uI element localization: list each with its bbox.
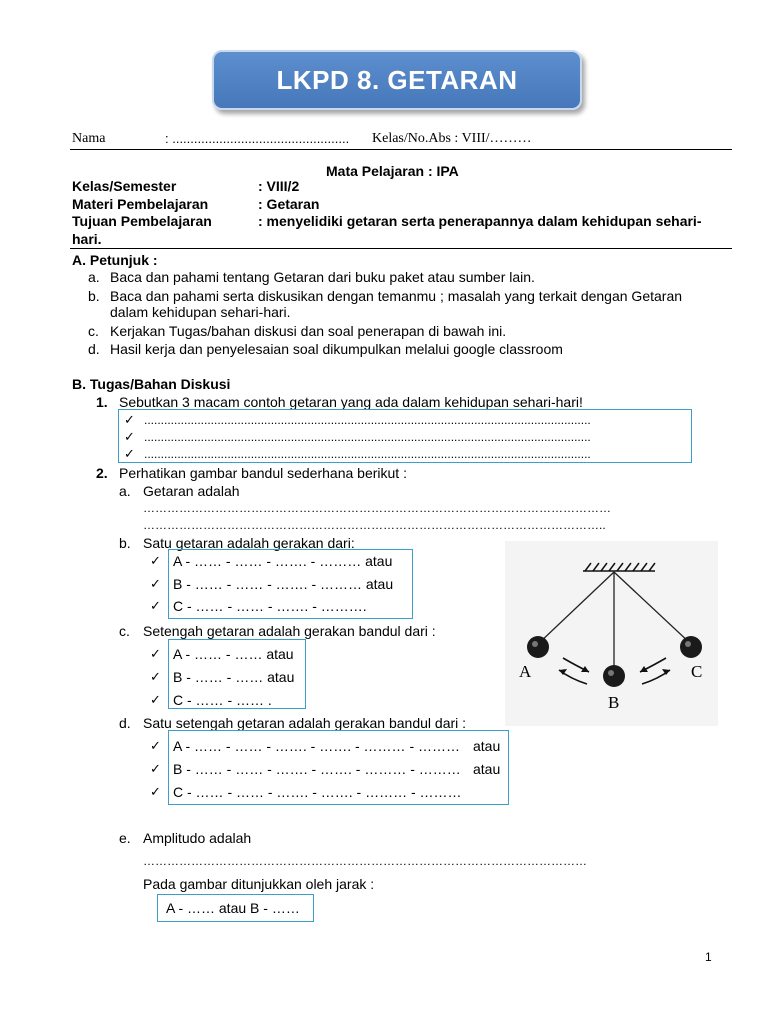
option-path[interactable]: A - …… - …… atau (173, 646, 294, 662)
option-path[interactable]: C - …… - …… - ……. - ……. - ……… - ……… (173, 784, 462, 800)
check-icon: ✓ (150, 784, 161, 799)
question-text: Setengah getaran adalah gerakan bandul dari : (143, 623, 436, 639)
bob-highlight (685, 641, 691, 647)
title-banner (212, 50, 582, 110)
answer-line[interactable]: ...................................................................................................................................... (144, 413, 591, 427)
check-icon: ✓ (150, 576, 161, 591)
question-text: Getaran adalah (143, 483, 240, 499)
answer-line[interactable]: ...................................................................................................................................... (144, 430, 591, 444)
list-item: Kerjakan Tugas/bahan diskusi dan soal penerapan di bawah ini. (110, 323, 507, 339)
list-item: Baca dan pahami tentang Getaran dari buku paket atau sumber lain. (110, 269, 535, 285)
page-title: LKPD 8. GETARAN (276, 64, 518, 95)
check-icon: ✓ (150, 692, 161, 707)
page-number: 1 (705, 950, 712, 964)
list-marker: e. (119, 830, 131, 846)
info-value: : Getaran (258, 196, 320, 212)
bob-highlight (608, 670, 614, 676)
list-marker: c. (119, 623, 130, 639)
info-label: Materi Pembelajaran (72, 196, 209, 212)
nama-label: Nama (72, 131, 106, 146)
list-marker: d. (119, 715, 131, 731)
label-c: C (691, 662, 703, 681)
bob-a (527, 636, 549, 658)
bob-b (603, 665, 625, 687)
list-marker: c. (88, 323, 99, 339)
kelas-field: Kelas/No.Abs : VIII/……… (372, 131, 532, 146)
option-suffix: atau (473, 761, 501, 777)
info-label: Tujuan Pembelajaran (72, 213, 212, 229)
info-label: Kelas/Semester (72, 178, 177, 194)
question-text: Satu setengah getaran adalah gerakan bandul dari : (143, 715, 467, 731)
amplitude-answer[interactable]: A - …… atau B - …… (166, 900, 300, 916)
check-icon: ✓ (150, 761, 161, 776)
check-icon: ✓ (150, 738, 161, 753)
list-marker: a. (119, 483, 131, 499)
answer-line[interactable]: ……………………………………………………………………………………………………… (143, 501, 611, 515)
info-wrap: hari. (72, 231, 102, 247)
question-text: Satu getaran adalah gerakan dari: (143, 535, 355, 551)
list-marker: d. (88, 341, 100, 357)
list-item: Baca dan pahami serta diskusikan dengan temanmu ; masalah yang terkait dengan Getaran (110, 288, 683, 304)
check-icon: ✓ (124, 429, 135, 444)
list-marker: b. (119, 535, 131, 551)
option-path[interactable]: B - …… - …… atau (173, 669, 295, 685)
option-path[interactable]: C - …… - …… - ……. - ………. (173, 598, 367, 614)
list-item: dalam kehidupan sehari-hari. (110, 304, 291, 320)
check-icon: ✓ (150, 598, 161, 613)
question-text: Amplitudo adalah (143, 830, 252, 846)
answer-line[interactable]: ………………………………………………………………………………………………… (143, 854, 587, 868)
list-marker: a. (88, 269, 100, 285)
info-value: : VIII/2 (258, 178, 300, 194)
info-value: : menyelidiki getaran serta penerapannya dalam kehidupan sehari- (258, 213, 702, 229)
bob-highlight (532, 641, 538, 647)
answer-line[interactable]: …………………………………………………………………………………………………….. (143, 518, 606, 532)
header-divider (70, 149, 732, 150)
option-path[interactable]: C - …… - …… . (173, 692, 272, 708)
question-text: Pada gambar ditunjukkan oleh jarak : (143, 876, 375, 892)
option-path[interactable]: B - …… - …… - ……. - ……. - ……… - ……… (173, 761, 461, 777)
petunjuk-heading: A. Petunjuk : (72, 252, 158, 268)
label-a: A (519, 662, 532, 681)
check-icon: ✓ (124, 412, 135, 427)
option-path[interactable]: B - …… - …… - ……. - ……… atau (173, 576, 394, 592)
option-suffix: atau (473, 738, 501, 754)
tugas-heading: B. Tugas/Bahan Diskusi (72, 376, 231, 392)
list-marker: b. (88, 288, 100, 304)
pendulum-diagram (505, 541, 718, 726)
question-text: Perhatikan gambar bandul sederhana berikut : (119, 465, 407, 481)
label-b: B (608, 693, 620, 712)
question-number: 2. (96, 465, 108, 481)
option-path[interactable]: A - …… - …… - ……. - ……… atau (173, 553, 393, 569)
question-text: Sebutkan 3 macam contoh getaran yang ada dalam kehidupan sehari-hari! (119, 394, 583, 410)
check-icon: ✓ (124, 446, 135, 461)
info-divider (70, 248, 732, 249)
option-path[interactable]: A - …… - …… - ……. - ……. - ……… - ……… (173, 738, 460, 754)
check-icon: ✓ (150, 553, 161, 568)
check-icon: ✓ (150, 669, 161, 684)
nama-field: : ................................................. (165, 131, 350, 146)
check-icon: ✓ (150, 646, 161, 661)
list-item: Hasil kerja dan penyelesaian soal dikumpulkan melalui google classroom (110, 341, 563, 357)
question-number: 1. (96, 394, 108, 410)
answer-line[interactable]: ...................................................................................................................................... (144, 447, 591, 461)
bob-c (680, 636, 702, 658)
subject-label: Mata Pelajaran : IPA (326, 163, 459, 179)
